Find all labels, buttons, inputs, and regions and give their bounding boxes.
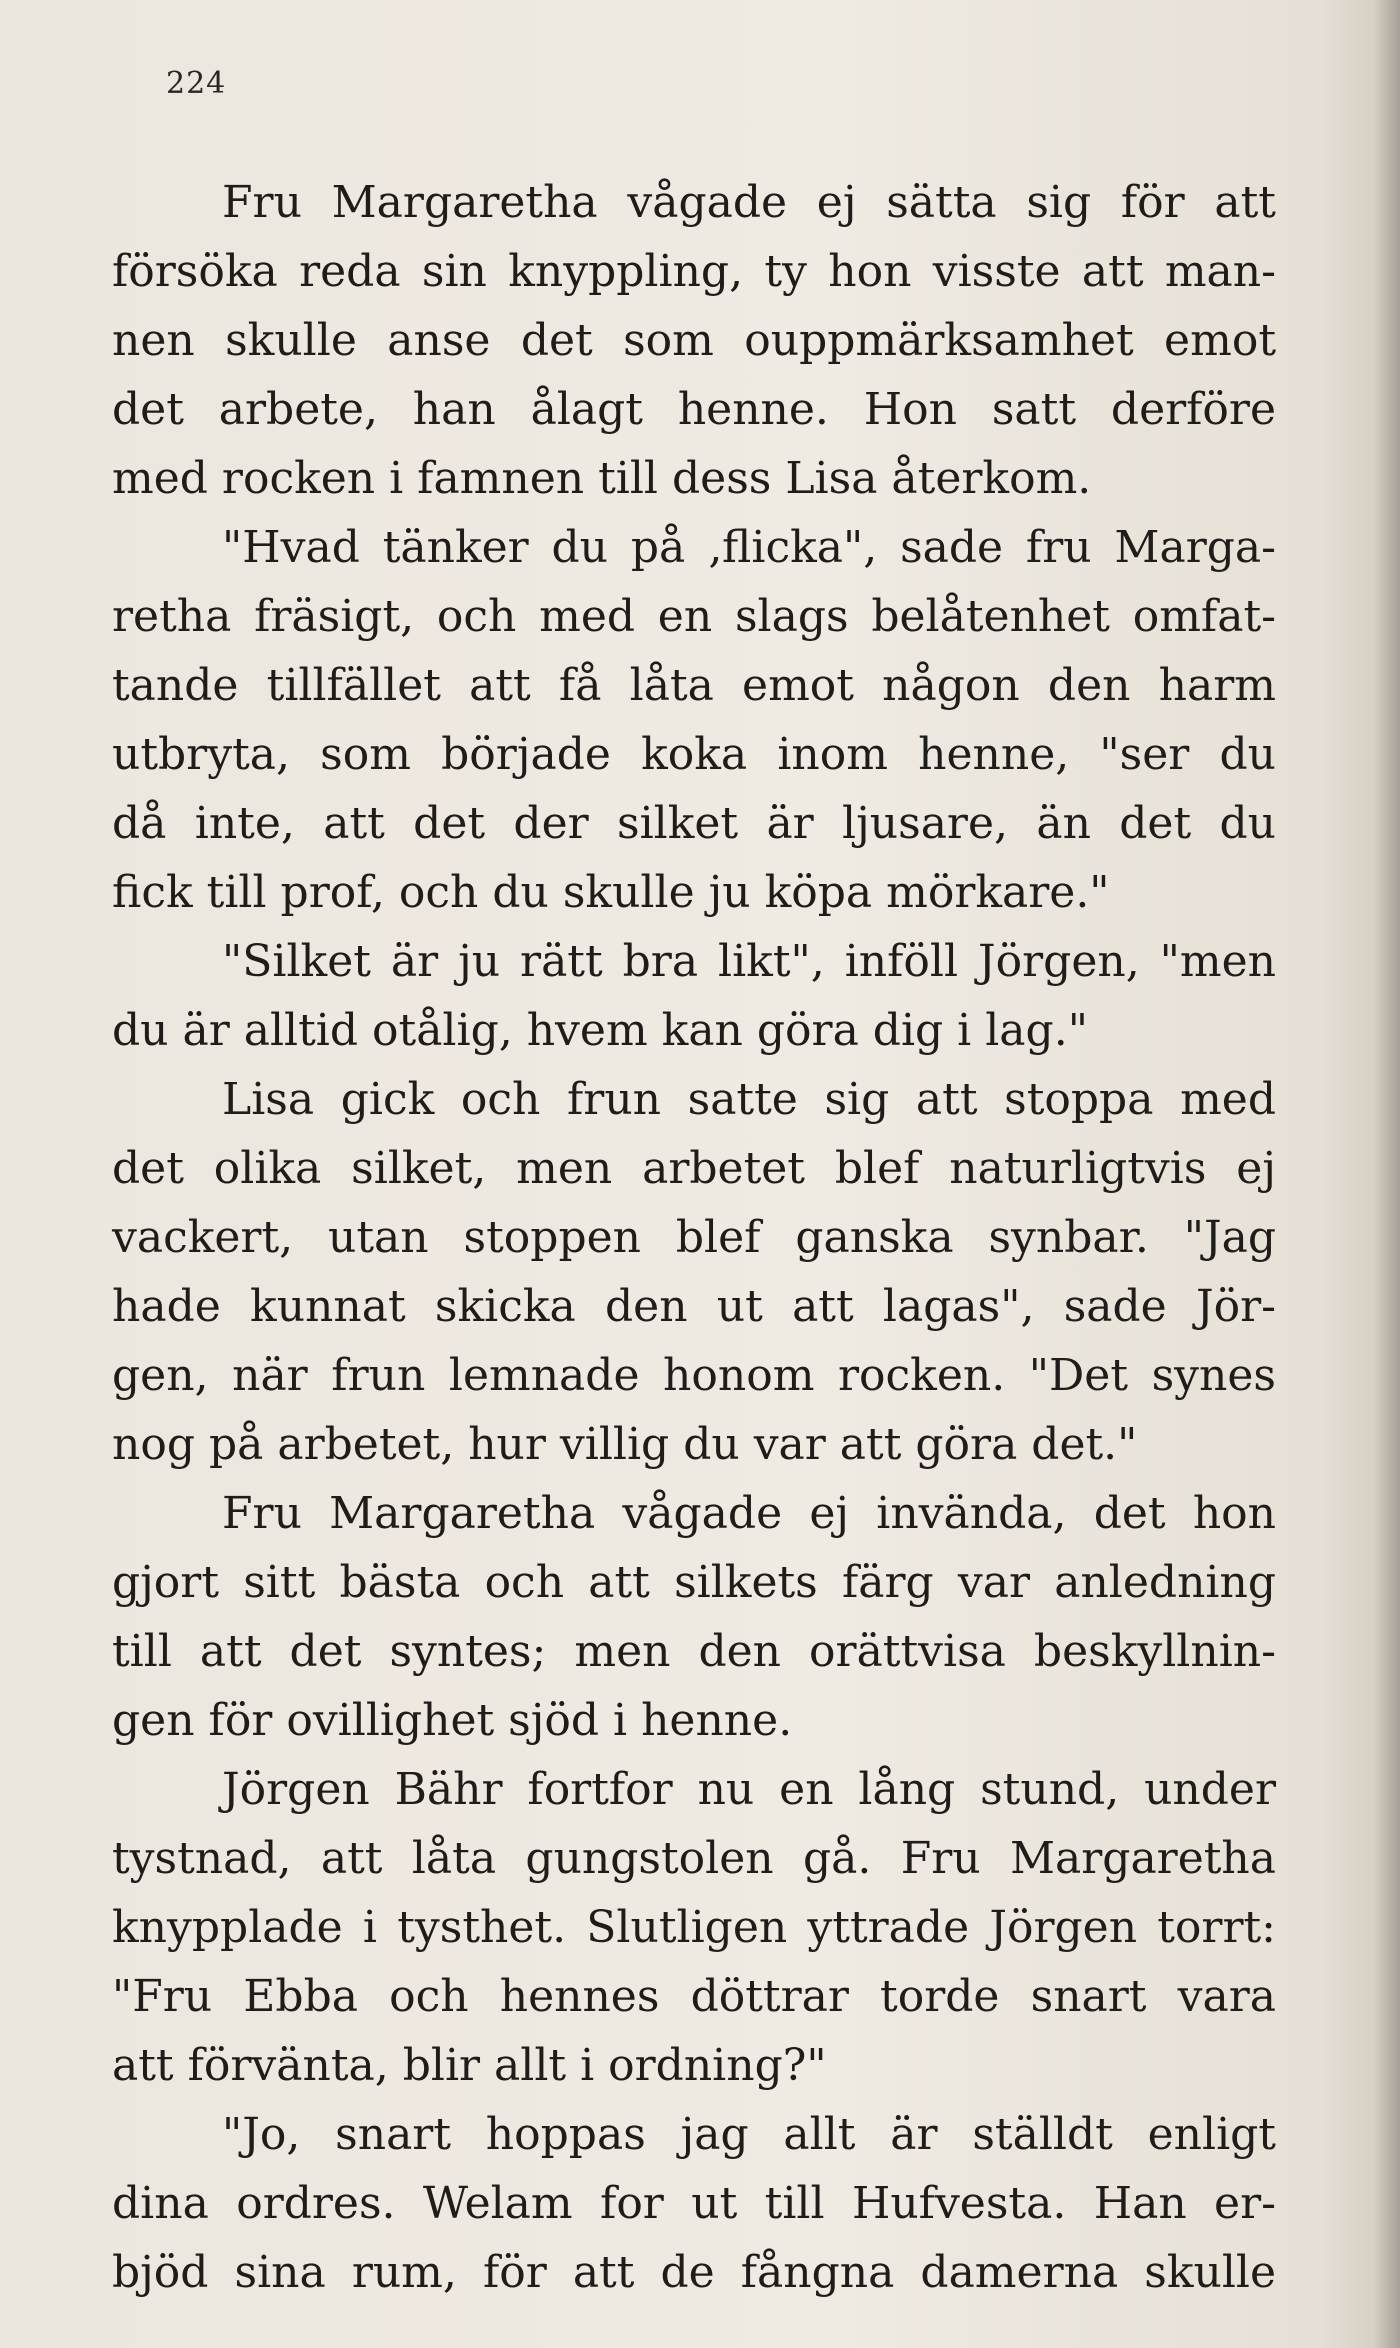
- text-line: Fru Margaretha vågade ej invända, det hon: [222, 1488, 1276, 1539]
- text-line: retha fräsigt, och med en slags belåtenhet omfat-: [112, 591, 1276, 642]
- text-line: gjort sitt bästa och att silkets färg var anledning: [112, 1557, 1276, 1608]
- text-line: då inte, att det der silket är ljusare, än det du: [112, 798, 1276, 849]
- text-line: till att det syntes; men den orättvisa beskyllnin-: [112, 1626, 1276, 1677]
- text-line: tande tillfället att få låta emot någon den harm: [112, 660, 1276, 711]
- text-line: knypplade i tysthet. Slutligen yttrade Jörgen torrt:: [112, 1902, 1276, 1953]
- text-line: du är alltid otålig, hvem kan göra dig i lag.": [112, 1005, 1088, 1056]
- text-line: bjöd sina rum, för att de fångna damerna skulle: [112, 2247, 1276, 2298]
- text-line: hade kunnat skicka den ut att lagas", sade Jör-: [112, 1281, 1276, 1332]
- page-text: [112, 168, 1276, 2307]
- text-line: Lisa gick och frun satte sig att stoppa med: [222, 1074, 1276, 1125]
- text-line: tystnad, att låta gungstolen gå. Fru Margaretha: [112, 1833, 1276, 1884]
- text-line: med rocken i famnen till dess Lisa återkom.: [112, 453, 1092, 504]
- text-line: "Jo, snart hoppas jag allt är ställdt enligt: [222, 2109, 1276, 2160]
- text-line: gen, när frun lemnade honom rocken. "Det synes: [112, 1350, 1276, 1401]
- text-line: Fru Margaretha vågade ej sätta sig för att: [222, 177, 1276, 228]
- page-spine-shadow: [1374, 0, 1400, 2348]
- text-line: "Fru Ebba och hennes döttrar torde snart vara: [112, 1971, 1276, 2022]
- text-line: det arbete, han ålagt henne. Hon satt derföre: [112, 384, 1276, 435]
- text-line: "Hvad tänker du på ‚flicka", sade fru Marga-: [222, 522, 1276, 573]
- text-line: nog på arbetet, hur villig du var att göra det.": [112, 1419, 1138, 1470]
- text-line: fick till prof, och du skulle ju köpa mörkare.": [112, 867, 1110, 918]
- text-line: Jörgen Bähr fortfor nu en lång stund, under: [222, 1764, 1276, 1815]
- text-line: försöka reda sin knyppling, ty hon visste att man-: [112, 246, 1276, 297]
- text-line: det olika silket, men arbetet blef naturligtvis ej: [112, 1143, 1276, 1194]
- text-line: att förvänta, blir allt i ordning?": [112, 2040, 827, 2091]
- text-line: vackert, utan stoppen blef ganska synbar. "Jag: [112, 1212, 1276, 1263]
- text-line: nen skulle anse det som ouppmärksamhet emot: [112, 315, 1276, 366]
- page-number: 224: [166, 66, 227, 101]
- text-line: gen för ovillighet sjöd i henne.: [112, 1695, 793, 1746]
- text-line: dina ordres. Welam for ut till Hufvesta. Han er-: [112, 2178, 1276, 2229]
- text-line: "Silket är ju rätt bra likt", inföll Jörgen, "men: [222, 936, 1276, 987]
- text-line: utbryta, som började koka inom henne, "ser du: [112, 729, 1276, 780]
